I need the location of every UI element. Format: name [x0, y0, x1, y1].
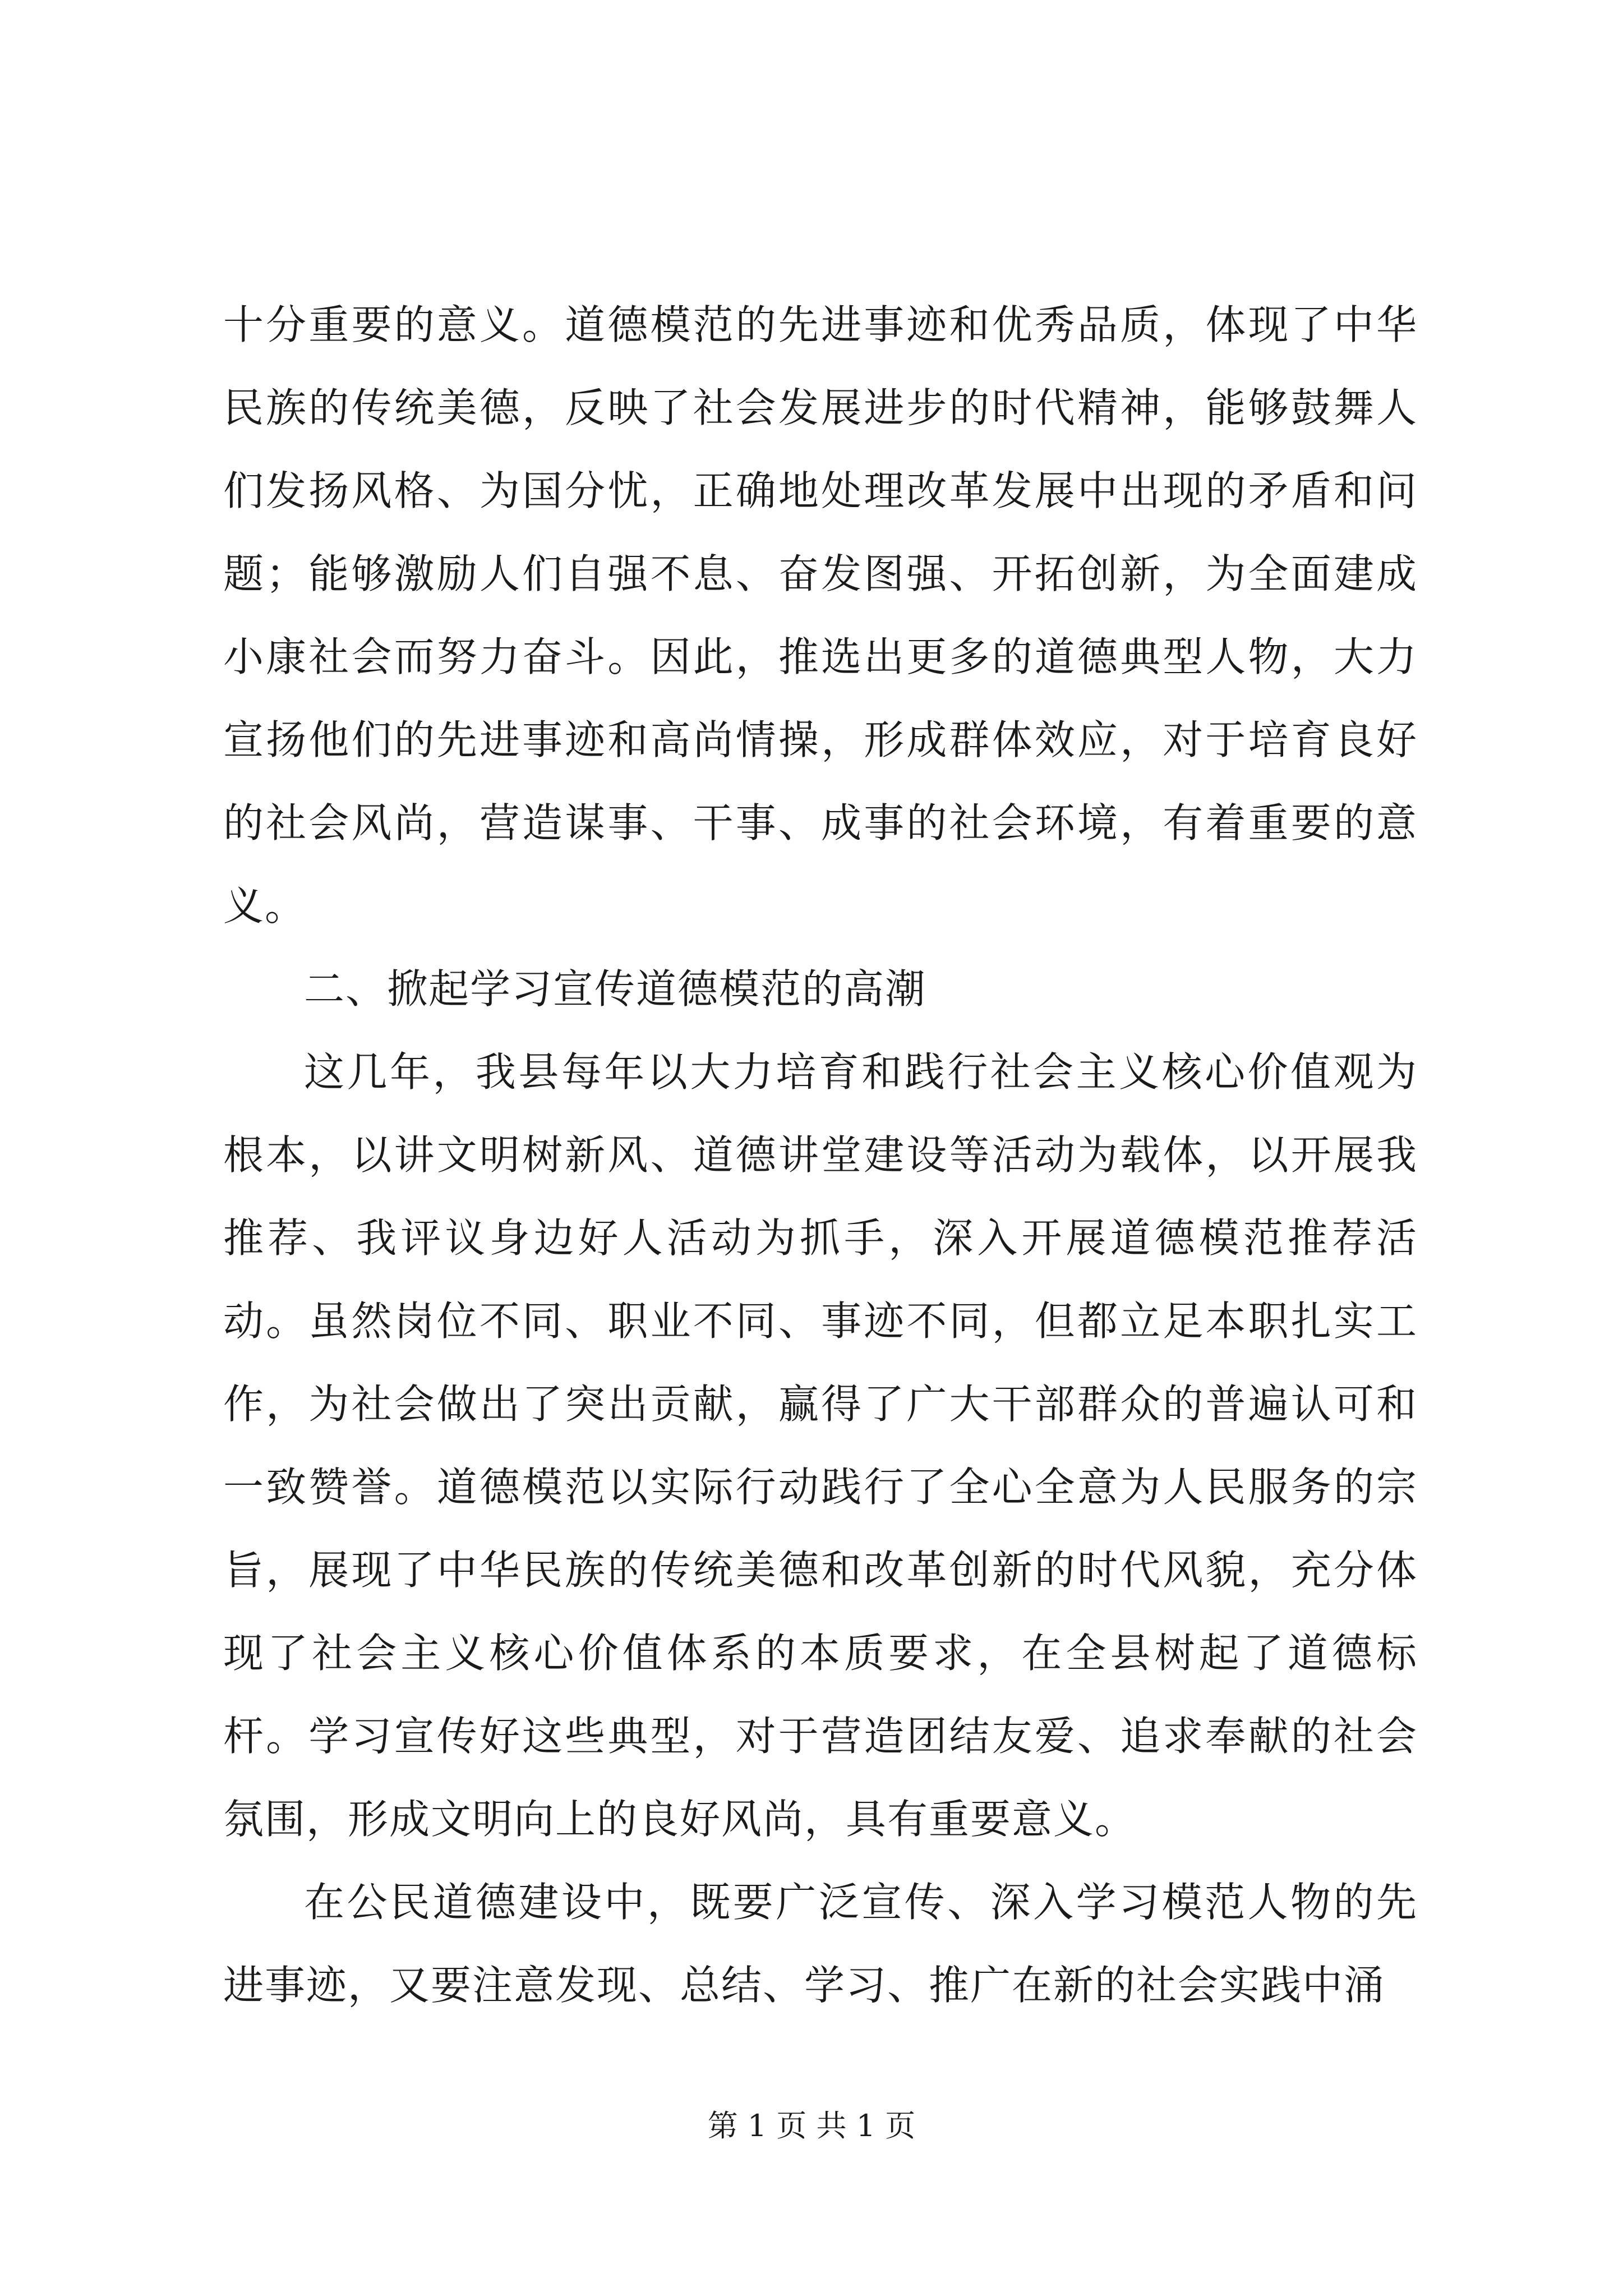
paragraph-significance-continued: 十分重要的意义。道德模范的先进事迹和优秀品质，体现了中华民族的传统美德，反映了社会发展进步的时代精神，能够鼓舞人们发扬风格、为国分忧，正确地处理改革发展中出现的矛盾和问题；能够激励人们自强不息、奋发图强、开拓创新，为全面建成小康社会而努力奋斗。因此，推选出更多的道德典型人物，大力宣扬他们的先进事迹和高尚情操，形成群体效应，对于培育良好的社会风尚，营造谋事、干事、成事的社会环境，有着重要的意义。: [223, 301, 1418, 930]
paragraph-civic-morality: 在公民道德建设中，既要广泛宣传、深入学习模范人物的先进事迹，又要注意发现、总结、学习、推广在新的社会实践中涌: [223, 1879, 1418, 2009]
section-heading: 二、掀起学习宣传道德模范的高潮: [304, 965, 927, 1013]
page-number-footer: 第 1 页 共 1 页: [707, 2108, 916, 2143]
paragraph-county-activities: 这几年，我县每年以大力培育和践行社会主义核心价值观为根本，以讲文明树新风、道德讲堂建设等活动为载体，以开展我推荐、我评议身边好人活动为抓手，深入开展道德模范推荐活动。虽然岗位不同、职业不同、事迹不同，但都立足本职扎实工作，为社会做出了突出贡献，赢得了广大干部群众的普遍认可和一致赞誉。道德模范以实际行动践行了全心全意为人民服务的宗旨，展现了中华民族的传统美德和改革创新的时代风貌，充分体现了社会主义核心价值体系的本质要求，在全县树起了道德标杆。学习宣传好这些典型，对于营造团结友爱、追求奉献的社会氛围，形成文明向上的良好风尚，具有重要意义。: [223, 1048, 1418, 1843]
document-body: [223, 283, 1418, 2027]
